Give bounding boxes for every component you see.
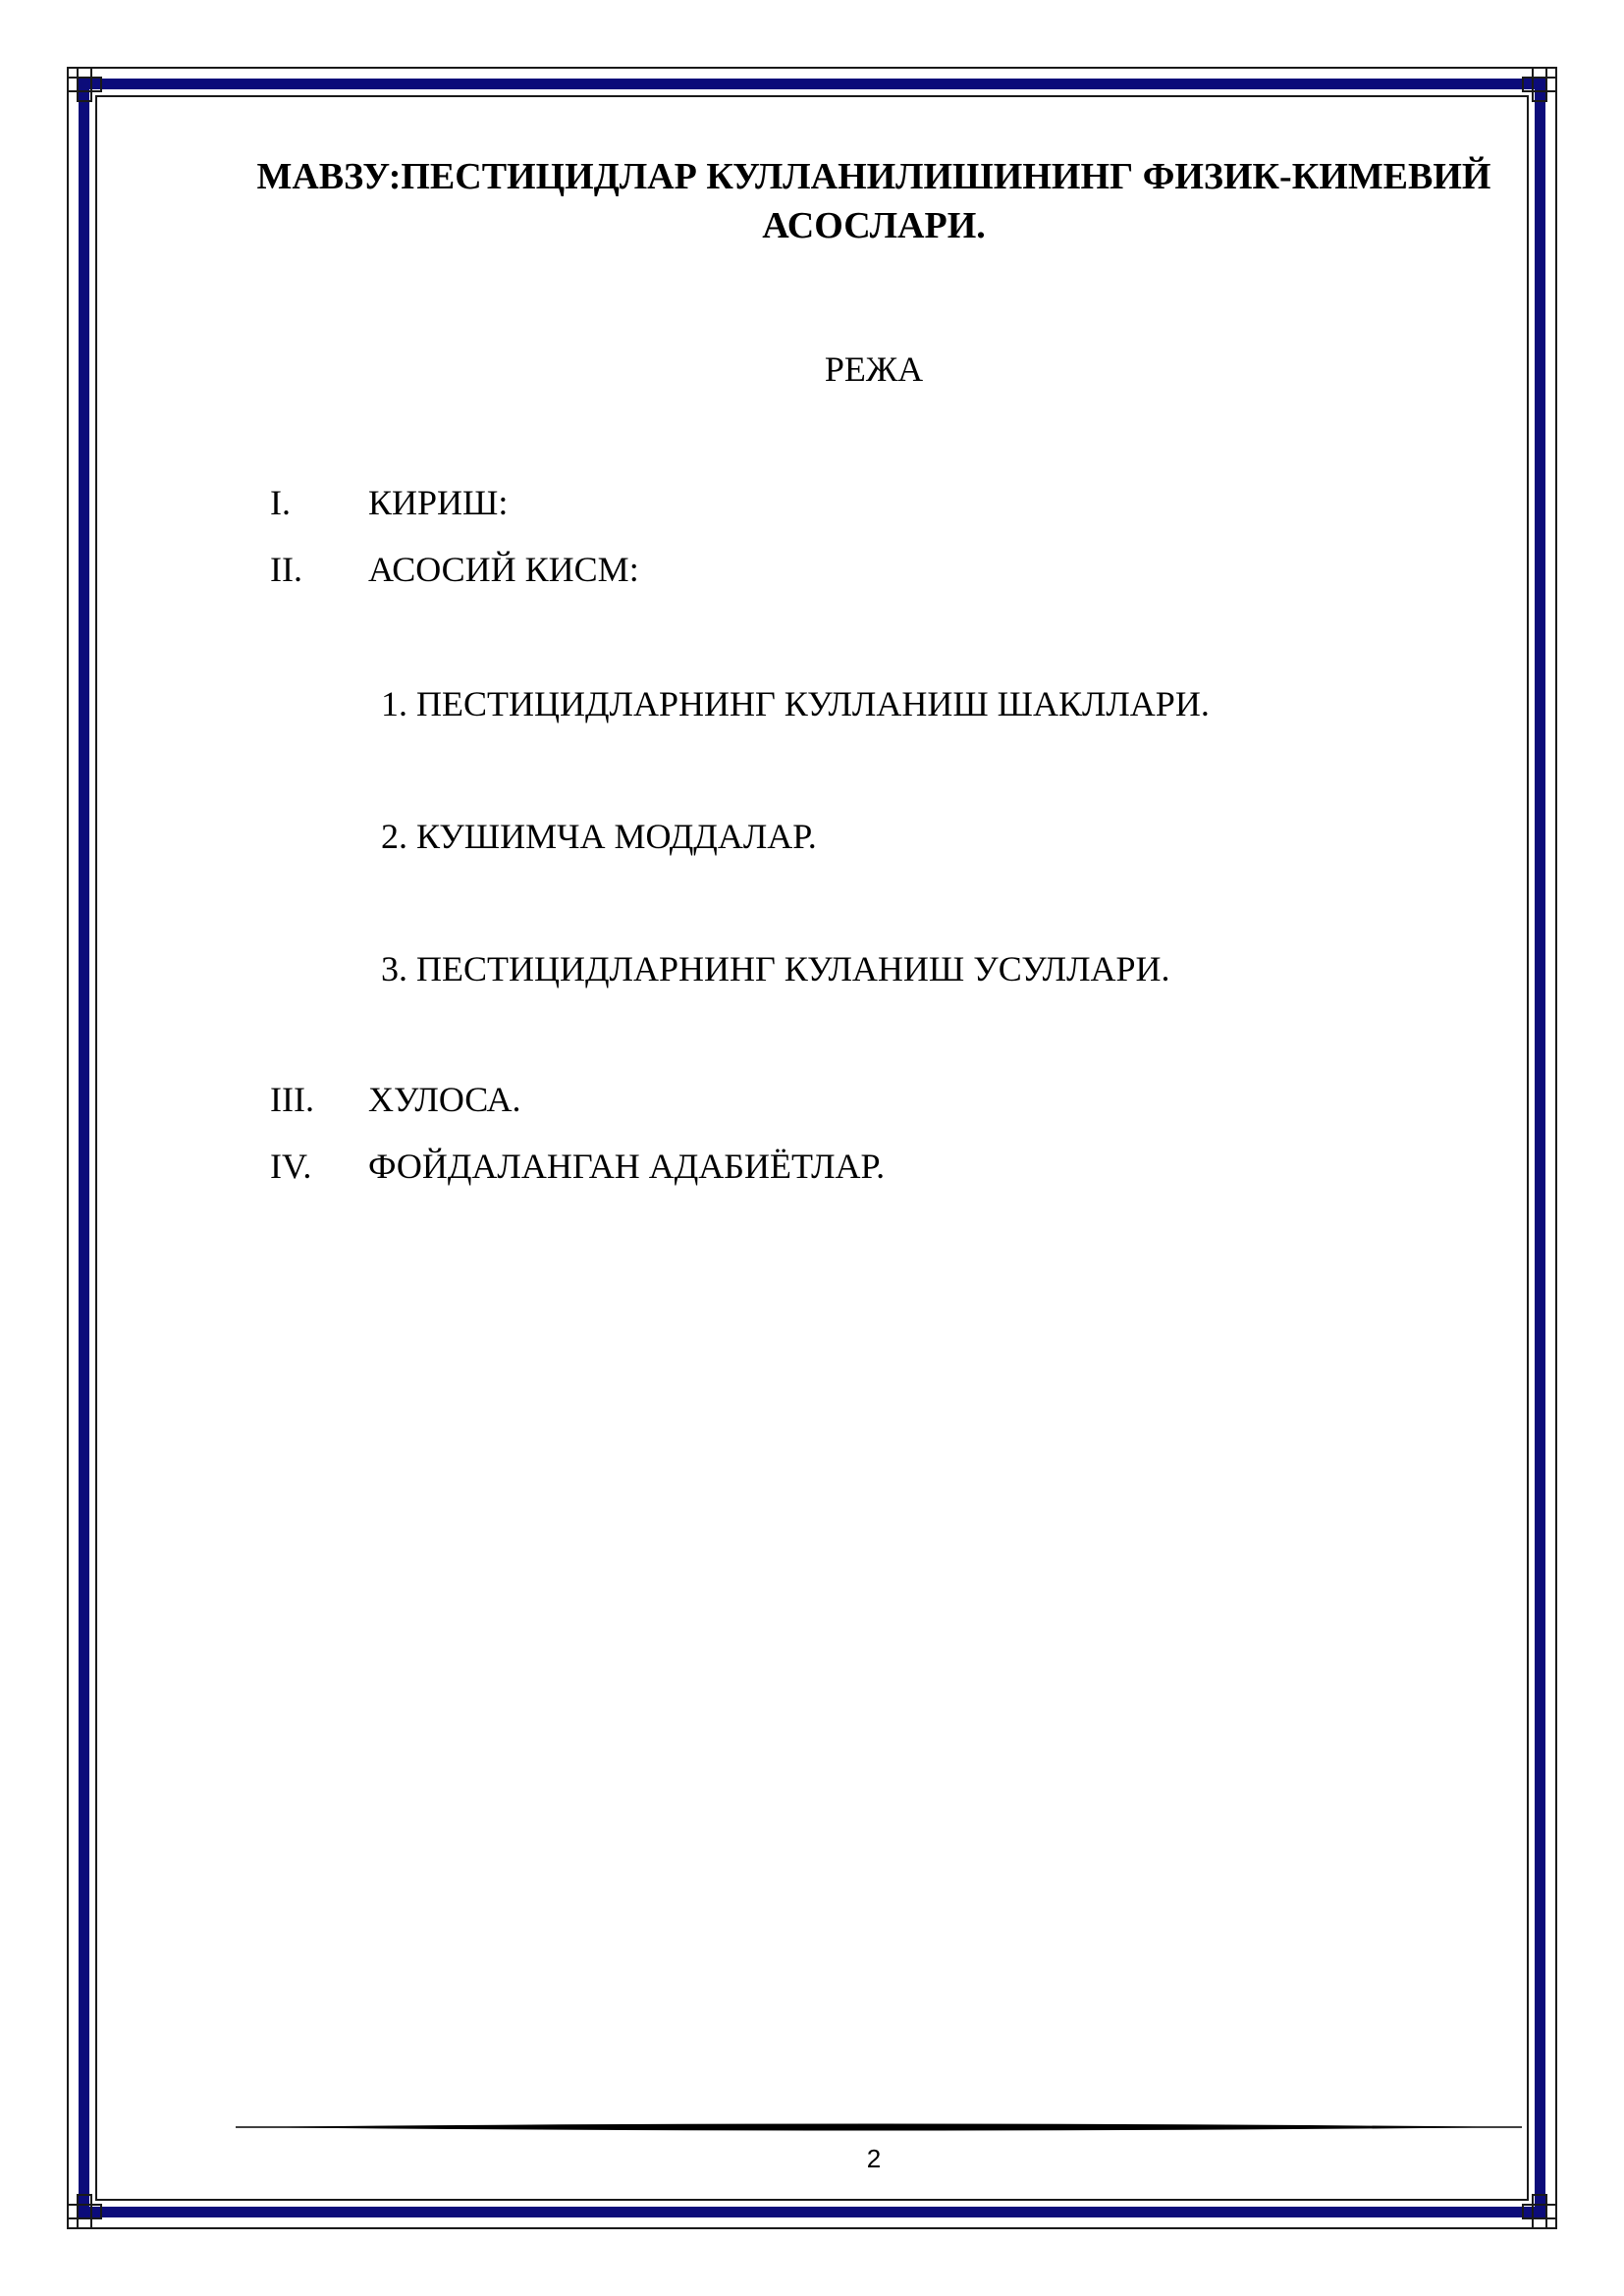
footer-divider: [236, 2120, 1522, 2134]
plan-heading: РЕЖА: [824, 349, 924, 389]
border-corner-bottom-left: [67, 2194, 102, 2229]
page-number: 2: [866, 2144, 882, 2173]
outline-number: IV.: [270, 1147, 312, 1186]
outline-label: КИРИШ:: [368, 483, 509, 522]
subitem-3: 3. ПЕСТИЦИДЛАРНИНГ КУЛАНИШ УСУЛЛАРИ.: [381, 949, 1170, 988]
border-corner-top-right: [1522, 67, 1557, 102]
outline-label: АСОСИЙ КИСМ:: [368, 550, 639, 589]
border-corner-top-left: [67, 67, 102, 102]
outline-number: III.: [270, 1080, 314, 1119]
border-corner-bottom-right: [1522, 2194, 1557, 2229]
document-title: МАВЗУ:ПЕСТИЦИДЛАР КУЛЛАНИЛИШИНИНГ ФИЗИК-КИМЕВИЙ АСОСЛАРИ.: [256, 156, 1491, 246]
outline-label: ФОЙДАЛАНГАН АДАБИЁТЛАР.: [368, 1147, 886, 1186]
outline-label: ХУЛОСА.: [368, 1080, 521, 1119]
outline-number: I.: [270, 483, 291, 522]
outline-number: II.: [270, 550, 302, 589]
subitem-1: 1. ПЕСТИЦИДЛАРНИНГ КУЛЛАНИШ ШАКЛЛАРИ.: [381, 684, 1210, 723]
subitem-2: 2. КУШИМЧА МОДДАЛАР.: [381, 817, 817, 856]
